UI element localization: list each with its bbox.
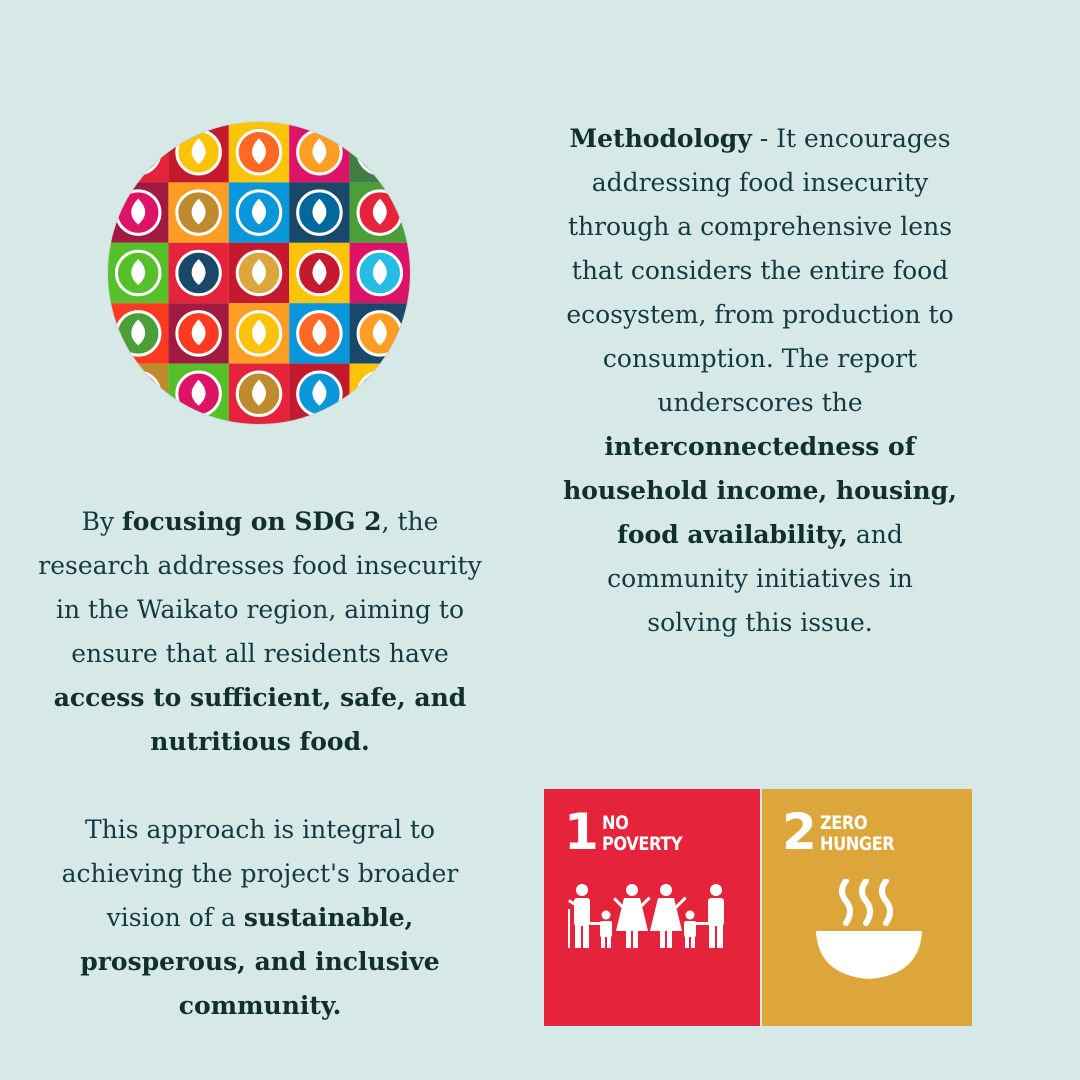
tile-number: 2 bbox=[782, 803, 817, 861]
paragraph-text: - It encourages addressing food insecurity through a comprehensive lens that considers the entire food ecosystem, from production to consumption. The report underscores the bbox=[566, 124, 954, 417]
paragraph-text: This approach is integral to achieving the project's broader vision of a bbox=[61, 815, 459, 932]
family-icon bbox=[544, 879, 760, 969]
sdg-icons-collage-image bbox=[108, 122, 410, 424]
paragraph-text: By bbox=[81, 507, 123, 536]
methodology-paragraph bbox=[560, 117, 960, 645]
sdg2-focus-paragraph bbox=[30, 500, 490, 764]
paragraph-emphasis: interconnectedness of household income, housing, food availability, bbox=[563, 432, 957, 549]
tile-label: ZERO HUNGER bbox=[820, 812, 895, 855]
approach-paragraph bbox=[30, 808, 490, 1028]
sdg-tile-zero-hunger bbox=[762, 789, 972, 1026]
paragraph-emphasis: access to sufficient, safe, and nutritious food. bbox=[53, 683, 467, 756]
methodology-heading: Methodology bbox=[569, 124, 752, 153]
tile-label: NO POVERTY bbox=[602, 812, 683, 855]
paragraph-text: and community initiatives in solving this issue. bbox=[607, 520, 913, 637]
sdg-tile-no-poverty bbox=[544, 789, 760, 1026]
paragraph-text: , the research addresses food insecurity in the Waikato region, aiming to ensure that all residents have bbox=[38, 507, 482, 668]
tile-number: 1 bbox=[564, 803, 599, 861]
paragraph-emphasis: sustainable, prosperous, and inclusive community. bbox=[80, 903, 440, 1020]
food-bowl-icon bbox=[762, 879, 972, 989]
paragraph-emphasis: focusing on SDG 2 bbox=[122, 507, 382, 536]
sdg-goal-tiles bbox=[544, 789, 972, 1026]
